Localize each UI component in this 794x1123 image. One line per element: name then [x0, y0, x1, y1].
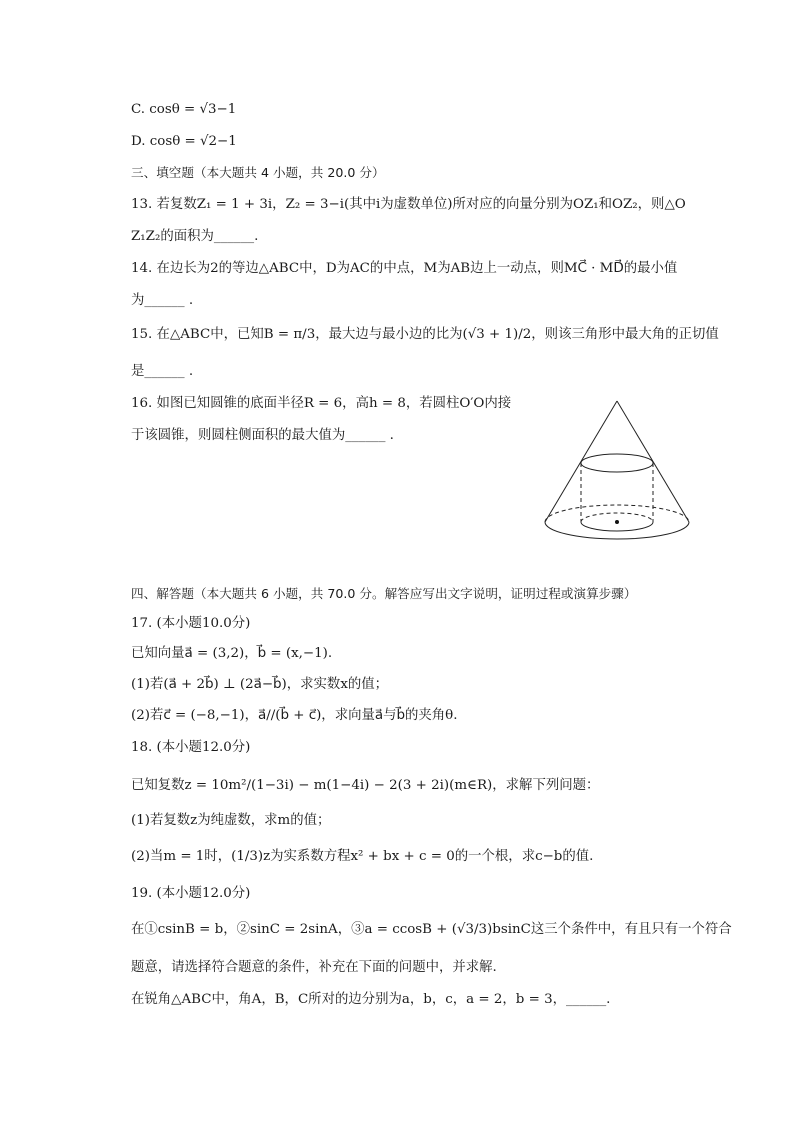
question-16-line-2: 于该圆锥，则圆柱侧面积的最大值为______ .: [131, 428, 394, 443]
base-center-point: [615, 520, 619, 524]
question-17-part-1: (1)若(a⃗ + 2b⃗) ⊥ (2a⃗−b⃗)，求实数x的值；: [131, 677, 389, 692]
question-18-part-1: (1)若复数z为纯虚数，求m的值；: [131, 813, 331, 828]
option-c: C. cosθ = √3−1: [131, 102, 237, 117]
question-19-line-3: 在锐角△ABC中，角A，B，C所对的边分别为a，b，c，a = 2，b = 3，______.: [131, 992, 611, 1007]
question-15-line-1: 15. 在△ABC中，已知B = π/3，最大边与最小边的比为(√3 + 1)/2，则该三角形中最大角的正切值: [131, 327, 719, 342]
question-19-header: 19. (本小题12.0分): [131, 886, 251, 901]
question-17-part-2: (2)若c⃗ = (−8,−1)，a⃗//(b⃗ + c⃗)，求向量a⃗与b⃗的夹角θ.: [131, 708, 458, 723]
section-three-heading: 三、填空题（本大题共 4 小题，共 20.0 分）: [131, 165, 385, 180]
question-18-stem: 已知复数z = 10m²/(1−3i) − m(1−4i) − 2(3 + 2i)(m∈R)，求解下列问题：: [131, 778, 600, 793]
question-17-stem: 已知向量a⃗ = (3,2)，b⃗ = (x,−1).: [131, 646, 333, 661]
question-14-line-1: 14. 在边长为2的等边△ABC中，D为AC的中点，M为AB边上一动点，则MC⃗ · MD⃗的最小值: [131, 261, 678, 276]
section-four-heading: 四、解答题（本大题共 6 小题，共 70.0 分。解答应写出文字说明，证明过程或演算步骤）: [131, 586, 637, 601]
question-19-line-1: 在①csinB = b，②sinC = 2sinA，③a = ccosB + (√3/3)bsinC这三个条件中，有且只有一个符合: [131, 922, 732, 937]
question-13-line-1: 13. 若复数Z₁ = 1 + 3i，Z₂ = 3−i(其中i为虚数单位)所对应的向量分别为OZ₁和OZ₂，则△O: [131, 197, 686, 212]
question-16-line-1: 16. 如图已知圆锥的底面半径R = 6，高h = 8，若圆柱O′O内接: [131, 396, 512, 411]
question-19-line-2: 题意，请选择符合题意的条件，补充在下面的问题中，并求解.: [131, 960, 497, 975]
option-d: D. cosθ = √2−1: [131, 134, 237, 149]
question-15-line-2: 是______ .: [131, 364, 194, 379]
question-18-part-2: (2)当m = 1时，(1/3)z为实系数方程x² + bx + c = 0的一个根，求c−b的值.: [131, 849, 594, 864]
cone-cylinder-figure: [540, 395, 694, 541]
cylinder-top: [581, 454, 653, 472]
question-17-header: 17. (本小题10.0分): [131, 616, 251, 631]
question-14-line-2: 为______ .: [131, 293, 194, 308]
question-18-header: 18. (本小题12.0分): [131, 740, 251, 755]
question-13-line-2: Z₁Z₂的面积为______.: [131, 229, 259, 244]
